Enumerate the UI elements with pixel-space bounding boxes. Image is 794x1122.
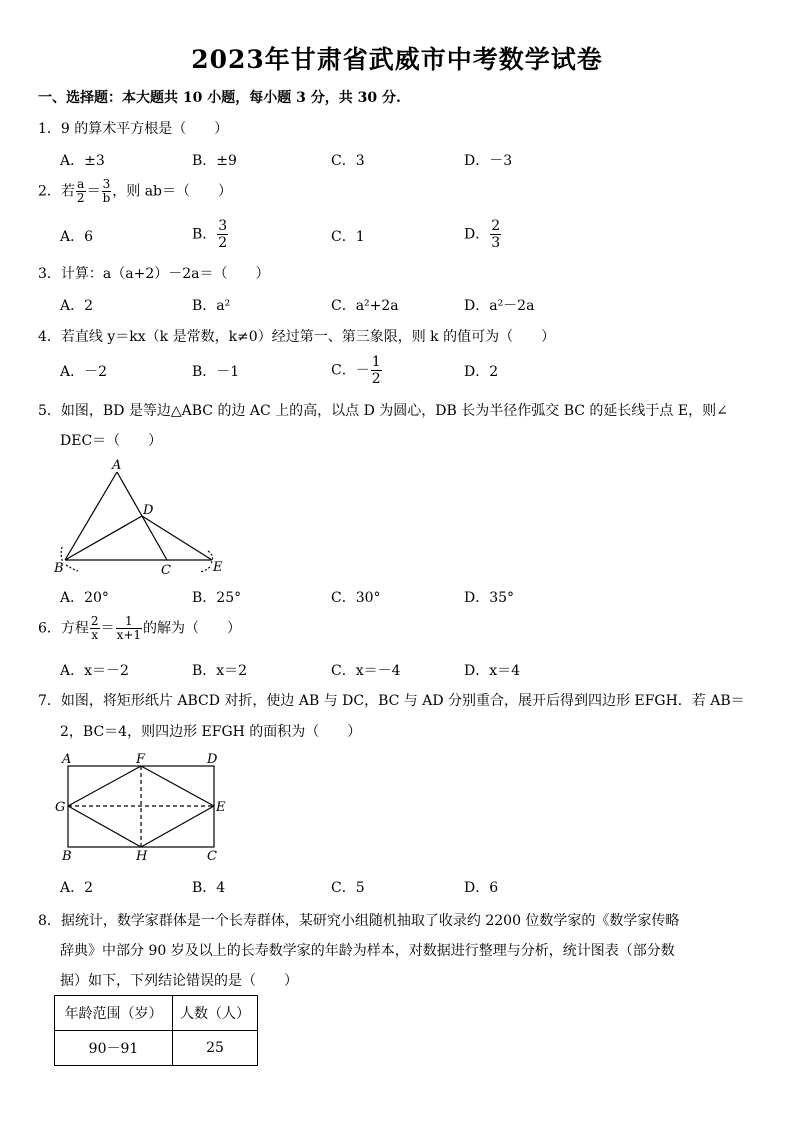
q1-option-c: C．3 [331,153,365,169]
q2-option-b: B． $\frac{3}{2}$ [192,218,228,251]
label-b: B [54,561,64,576]
q1-option-b: B．±9 [192,153,237,169]
question-5-line-2: DEC＝（ ） [60,433,163,449]
q6-fraction-2: $\frac{1}{x+1}$ [116,614,142,642]
label-a: A [112,458,122,473]
label-d: D [143,503,154,518]
q5-option-c: C．30° [331,590,381,606]
label-c: C [161,563,171,578]
label-g: G [55,800,66,815]
question-5-line-1: 5．如图，BD 是等边△ABC 的边 AC 上的高，以点 D 为圆心，DB 长为半径作弧交 BC 的延长线于点 E，则∠ [38,403,728,419]
q6-option-a: A．x＝－2 [60,663,129,679]
question-8-line-2: 辞典》中部分 90 岁及以上的长寿数学家的年龄为样本，对数据进行整理与分析，统计图表（部分数 [60,943,675,959]
q4-option-d: D．2 [464,364,499,380]
q6-pre: 6．方程 [38,620,89,637]
question-4: 4．若直线 y＝kx（k 是常数，k≠0）经过第一、第三象限，则 k 的值可为（ ） [38,329,556,345]
q2-post: ，则 ab＝（ ） [112,183,233,200]
q7-option-a: A．2 [60,880,94,896]
q6-option-d: D．x＝4 [464,663,521,679]
q6-post: 的解为（ ） [143,620,242,637]
q2-option-d: D． $\frac{2}{3}$ [464,218,501,251]
table-header-row [55,996,258,1031]
label-e: E [216,800,226,815]
q6-equals: ＝ [100,620,115,637]
q4-option-b: B．－1 [192,364,240,380]
label-f: F [136,752,146,767]
q5-option-b: B．25° [192,590,242,606]
question-3: 3．计算：a（a+2）－2a＝（ ） [38,266,270,282]
q7-option-d: D．6 [464,880,499,896]
q6-option-b: B．x＝2 [192,663,248,679]
label-c: C [207,849,217,864]
q2-equals: ＝ [86,183,101,200]
question-7-line-1: 7．如图，将矩形纸片 ABCD 对折，使边 AB 与 DC，BC 与 AD 分别重合，展开后得到四边形 EFGH．若 AB＝ [38,693,745,709]
question-8-line-1: 8．据统计，数学家群体是一个长寿群体，某研究小组随机抽取了收录约 2200 位数学家的《数学家传略 [38,913,680,929]
q1-option-d: D．－3 [464,153,513,169]
age-table [54,995,258,1066]
q4-option-c: C．－ $\frac{1}{2}$ [331,354,381,387]
q7-option-c: C．5 [331,880,365,896]
table-header-count: 人数（人） [173,996,258,1031]
rectangle-figure [52,750,232,865]
q2-pre: 2．若 [38,183,75,200]
q5-option-a: A．20° [60,590,109,606]
q6-option-c: C．x＝－4 [331,663,401,679]
label-b: B [62,849,72,864]
q7-option-b: B．4 [192,880,226,896]
table-row [55,1031,258,1066]
q6-fraction-1: $\frac{2}{x}$ [90,614,99,642]
question-8-line-3: 据）如下，下列结论错误的是（ ） [60,973,298,989]
q2-fraction-2: $\frac{3}{b}$ [102,177,111,205]
label-h: H [136,849,148,864]
question-2 [38,178,232,205]
q3-option-c: C．a²+2a [331,298,399,314]
q3-option-d: D．a²－2a [464,298,535,314]
page-title: 2023年甘肃省武威市中考数学试卷 [191,45,603,74]
label-e: E [213,560,223,575]
table-cell-age: 90－91 [55,1031,173,1066]
question-6 [38,615,241,642]
q5-option-d: D．35° [464,590,515,606]
q3-option-a: A．2 [60,298,94,314]
q4-option-a: A．－2 [60,364,108,380]
label-d: D [207,752,218,767]
q2-option-a: A．6 [60,229,94,245]
table-header-age-range: 年龄范围（岁） [55,996,173,1031]
q1-option-a: A．±3 [60,153,105,169]
q2-fraction-1: $\frac{a}{2}$ [76,177,85,205]
q3-option-b: B．a² [192,298,231,314]
table-cell-count: 25 [173,1031,258,1066]
section-heading: 一、选择题：本大题共 10 小题，每小题 3 分，共 30 分. [38,90,401,106]
question-7-line-2: 2，BC＝4，则四边形 EFGH 的面积为（ ） [60,724,362,740]
question-1: 1．9 的算术平方根是（ ） [38,121,229,137]
triangle-figure [50,455,230,580]
label-a: A [62,752,72,767]
q2-option-c: C．1 [331,229,365,245]
